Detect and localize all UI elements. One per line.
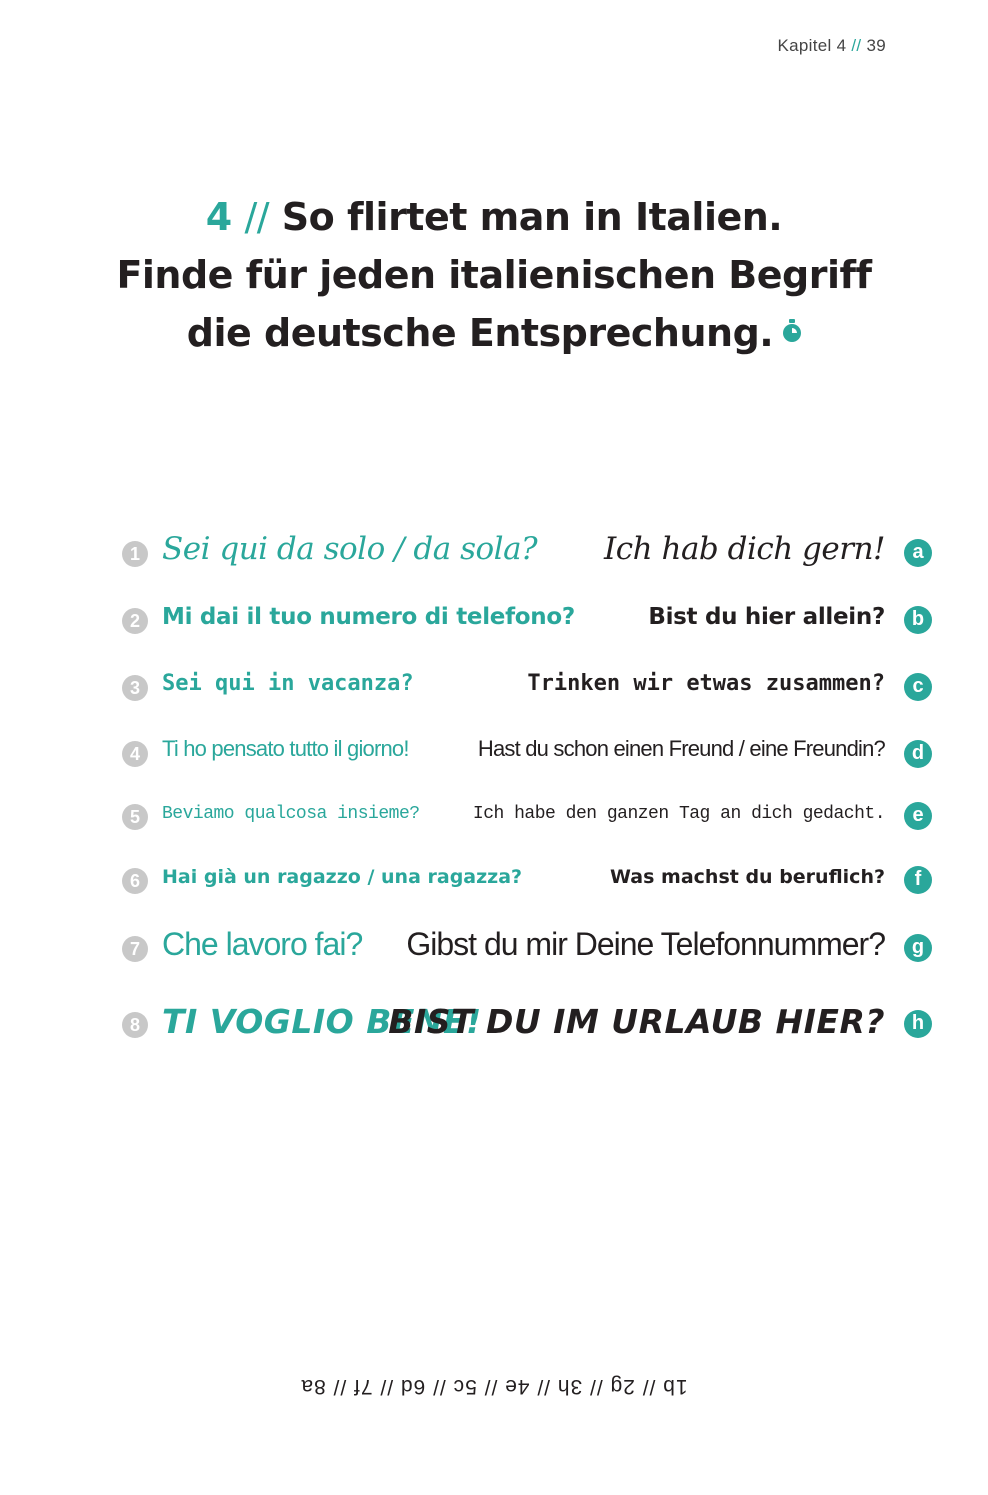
exercise-row <box>0 1000 988 1050</box>
row-number-badge: 2 <box>122 608 148 634</box>
exercise-row <box>0 789 988 839</box>
italian-phrase: Mi dai il tuo numero di telefono? <box>162 604 575 630</box>
exercise-number: 4 <box>205 195 232 239</box>
exercise-title <box>0 188 988 362</box>
italian-phrase: TI VOGLIO BENE! <box>162 1002 482 1041</box>
german-phrase: Was machst du beruflich? <box>610 866 885 888</box>
italian-phrase: Ti ho pensato tutto il giorno! <box>162 736 409 761</box>
row-letter-badge: c <box>904 673 932 701</box>
row-letter-badge: g <box>904 934 932 962</box>
row-letter-badge: a <box>904 539 932 567</box>
italian-phrase: Beviamo qualcosa insieme? <box>162 804 420 824</box>
german-phrase: Ich habe den ganzen Tag an dich gedacht. <box>472 804 885 824</box>
title-line-3 <box>0 304 988 362</box>
row-number-badge: 5 <box>122 804 148 830</box>
german-phrase: Gibst du mir Deine Telefonnummer? <box>406 926 885 962</box>
stopwatch-icon <box>783 324 801 342</box>
exercise-row <box>0 724 988 774</box>
exercise-row <box>0 659 988 709</box>
title-text-1: So flirtet man in Italien. <box>281 195 783 239</box>
row-number-badge: 7 <box>122 936 148 962</box>
title-line-1 <box>0 188 988 246</box>
chapter-label: Kapitel 4 <box>777 36 847 55</box>
exercise-row <box>0 527 988 577</box>
german-phrase: Bist du hier allein? <box>648 604 885 630</box>
german-phrase: Ich hab dich gern! <box>604 531 885 567</box>
row-letter-badge: b <box>904 606 932 634</box>
row-letter-badge: d <box>904 740 932 768</box>
italian-phrase: Che lavoro fai? <box>162 926 363 962</box>
row-letter-badge: e <box>904 802 932 830</box>
german-phrase: Trinken wir etwas zusammen? <box>527 671 885 696</box>
exercise-row <box>0 922 988 972</box>
german-phrase: Hast du schon einen Freund / eine Freundin? <box>477 736 885 761</box>
italian-phrase: Sei qui in vacanza? <box>162 671 414 696</box>
title-separator: // <box>244 195 270 239</box>
page-number: 39 <box>866 36 886 55</box>
row-number-badge: 3 <box>122 675 148 701</box>
page-header <box>778 36 886 56</box>
italian-phrase: Hai già un ragazzo / una ragazza? <box>162 866 523 888</box>
german-phrase: BIST DU IM URLAUB HIER? <box>388 1002 885 1041</box>
title-line-2: Finde für jeden italienischen Begriff <box>116 253 872 297</box>
exercise-row <box>0 853 988 903</box>
header-separator: // <box>851 36 862 55</box>
row-number-badge: 8 <box>122 1012 148 1038</box>
row-number-badge: 6 <box>122 868 148 894</box>
answer-key-upside-down: 1b // 2g // 3h // 4e // 5c // 6d // 7f // 8a <box>300 1375 688 1398</box>
title-text-3: die deutsche Entsprechung. <box>186 311 774 355</box>
row-letter-badge: h <box>904 1010 932 1038</box>
exercise-row <box>0 592 988 642</box>
italian-phrase: Sei qui da solo / da sola? <box>162 531 538 567</box>
row-number-badge: 4 <box>122 741 148 767</box>
row-number-badge: 1 <box>122 541 148 567</box>
row-letter-badge: f <box>904 866 932 894</box>
